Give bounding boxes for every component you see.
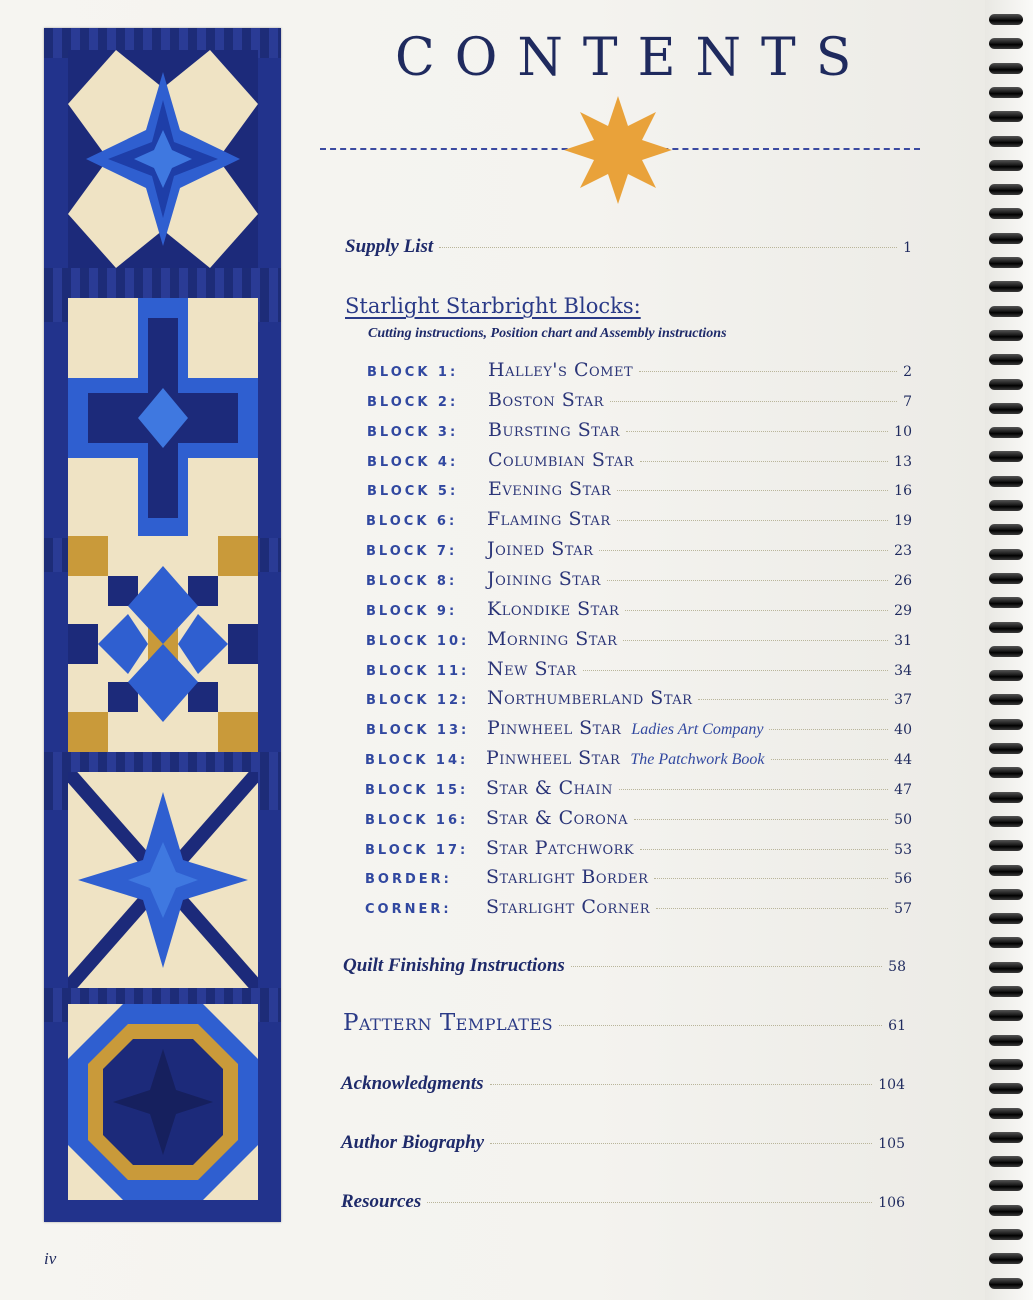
spiral-coil [989, 111, 1023, 122]
quilt-photo [44, 28, 281, 1222]
toc-entry-page: 106 [878, 1195, 905, 1211]
spiral-coil [989, 573, 1023, 584]
dot-leader [427, 1202, 872, 1203]
block-name: Pinwheel Star [487, 717, 622, 740]
dot-leader [617, 490, 888, 491]
quilt-block-star [68, 50, 258, 268]
block-name: Bursting Star [488, 418, 620, 441]
block-label: BLOCK 11: [366, 663, 470, 679]
spiral-coil [989, 937, 1023, 948]
block-name: Pinwheel Star [486, 747, 621, 770]
block-label: BORDER: [365, 872, 452, 888]
toc-entry-label: Resources [341, 1191, 422, 1212]
toc-entry-block[interactable] [366, 658, 912, 680]
spiral-coil [989, 694, 1023, 705]
spiral-coil [989, 160, 1023, 171]
toc-entry-label: Supply List [345, 236, 434, 257]
spiral-coil [989, 865, 1023, 876]
toc-entry-resources[interactable] [341, 1191, 905, 1213]
dot-leader [490, 1084, 873, 1085]
toc-entry-page: 10 [894, 423, 912, 440]
spiral-coil [989, 14, 1023, 25]
spiral-coil [989, 87, 1023, 98]
spiral-coil [989, 208, 1023, 219]
spiral-coil [989, 767, 1023, 778]
block-name: Klondike Star [487, 597, 620, 620]
toc-entry-page: 47 [894, 781, 912, 798]
spiral-coil [989, 792, 1023, 803]
toc-entry-block[interactable] [366, 568, 912, 590]
toc-entry-label: Pattern Templates [343, 1010, 554, 1036]
spiral-coil [989, 257, 1023, 268]
eight-point-star-icon [564, 96, 672, 204]
toc-entry-page: 105 [878, 1136, 905, 1152]
block-label: BLOCK 2: [367, 394, 459, 410]
block-name: New Star [487, 657, 577, 680]
toc-entry-pattern-templates[interactable] [343, 1010, 906, 1036]
block-label: BLOCK 6: [366, 514, 458, 530]
toc-entry-quilt-finishing[interactable] [343, 955, 906, 977]
block-label: BLOCK 8: [366, 573, 458, 589]
toc-entry-page: 29 [894, 602, 912, 619]
block-name: Starlight Border [486, 866, 649, 889]
spiral-coil [989, 1059, 1023, 1070]
dot-leader [610, 401, 897, 402]
spiral-coil [989, 913, 1023, 924]
spiral-coil [989, 719, 1023, 730]
spiral-coil [989, 1083, 1023, 1094]
spiral-coil [989, 646, 1023, 657]
block-name: Star & Corona [486, 806, 629, 829]
block-name: Halley's Comet [488, 359, 634, 381]
dot-leader [623, 640, 888, 641]
toc-entry-page: 58 [888, 959, 906, 975]
spiral-coil [989, 962, 1023, 973]
page-number: iv [44, 1249, 57, 1268]
block-name: Star & Chain [486, 776, 613, 799]
spiral-coil [989, 816, 1023, 827]
block-label: BLOCK 17: [365, 842, 469, 858]
spiral-coil [989, 622, 1023, 633]
toc-entry-block[interactable] [367, 449, 912, 471]
dot-leader [439, 247, 897, 248]
spiral-coil [989, 1010, 1023, 1021]
block-name: Joining Star [487, 567, 601, 590]
spiral-coil [989, 38, 1023, 49]
quilt-block-klondike [68, 536, 258, 752]
spiral-coil [989, 1205, 1023, 1216]
spiral-coil [989, 1253, 1023, 1264]
spiral-coil [989, 306, 1023, 317]
spiral-coil [989, 743, 1023, 754]
block-label: CORNER: [365, 902, 452, 918]
spiral-coil [989, 63, 1023, 74]
block-name: Star Patchwork [486, 836, 635, 859]
toc-entry-block[interactable] [366, 687, 912, 709]
dot-leader [607, 580, 888, 581]
spiral-coil [989, 476, 1023, 487]
toc-entry-author-biography[interactable] [341, 1132, 905, 1154]
dot-leader [640, 461, 888, 462]
block-name: Evening Star [488, 478, 612, 501]
toc-entry-page: 31 [894, 632, 912, 649]
toc-entry-block[interactable] [366, 598, 912, 620]
spiral-coil [989, 1035, 1023, 1046]
block-name: Starlight Corner [486, 896, 650, 919]
block-name: Joined Star [487, 538, 594, 561]
block-name: Boston Star [488, 388, 604, 411]
dot-leader [619, 789, 888, 790]
spiral-coil [989, 281, 1023, 292]
toc-entry-page: 19 [894, 513, 912, 530]
spiral-coil [989, 597, 1023, 608]
quilt-block-chain [68, 772, 258, 988]
toc-entry-block[interactable] [365, 866, 912, 888]
block-label: BLOCK 14: [365, 753, 469, 769]
block-name: Flaming Star [487, 508, 611, 531]
toc-entry-block[interactable] [366, 717, 912, 739]
spiral-coil [989, 500, 1023, 511]
spiral-coil [989, 427, 1023, 438]
toc-entry-acknowledgments[interactable] [341, 1073, 905, 1095]
dot-leader [771, 759, 889, 760]
toc-entry-page: 56 [894, 871, 912, 888]
dot-leader [559, 1025, 882, 1026]
toc-entry-block[interactable] [365, 747, 912, 769]
toc-entry-page: 23 [894, 543, 912, 560]
toc-entry-page: 104 [878, 1077, 905, 1093]
block-label: BLOCK 12: [366, 693, 470, 709]
toc-entry-block[interactable] [365, 807, 912, 829]
toc-entry-block[interactable] [367, 419, 912, 441]
spiral-coil [989, 184, 1023, 195]
block-label: BLOCK 16: [365, 812, 469, 828]
section-heading: Starlight Starbright Blocks: [345, 294, 641, 318]
toc-entry-page: 50 [894, 811, 912, 828]
dot-leader [634, 819, 888, 820]
toc-entry-page: 34 [894, 662, 912, 679]
dot-leader [654, 878, 888, 879]
block-label: BLOCK 13: [366, 723, 470, 739]
spiral-coil [989, 1229, 1023, 1240]
block-label: BLOCK 7: [366, 544, 458, 560]
toc-entry-page: 40 [894, 722, 912, 739]
toc-entry-page: 2 [903, 364, 912, 380]
toc-entry-block[interactable] [365, 896, 912, 918]
spiral-coil [989, 889, 1023, 900]
spiral-coil [989, 840, 1023, 851]
toc-entry-page: 44 [894, 752, 912, 769]
dot-leader [599, 550, 888, 551]
page-title: CONTENTS [395, 28, 872, 88]
block-label: BLOCK 9: [366, 603, 458, 619]
block-name: Northumberland Star [487, 687, 693, 710]
spiral-coil [989, 1180, 1023, 1191]
dot-leader [490, 1143, 872, 1144]
spiral-coil [989, 451, 1023, 462]
section-subheading: Cutting instructions, Position chart and Assembly instructions [368, 326, 727, 341]
spiral-binding [985, 0, 1033, 1300]
spiral-coil [989, 379, 1023, 390]
toc-entry-label: Acknowledgments [341, 1073, 484, 1094]
spiral-coil [989, 1278, 1023, 1289]
quilt-block-feathered [68, 298, 258, 538]
block-label: BLOCK 1: [367, 365, 459, 380]
toc-entry-block[interactable] [365, 777, 912, 799]
block-label: BLOCK 3: [367, 424, 459, 440]
spiral-coil [989, 136, 1023, 147]
toc-entry-block[interactable] [367, 389, 912, 411]
dot-leader [656, 908, 888, 909]
spiral-coil [989, 233, 1023, 244]
toc-entry-label: Author Biography [341, 1132, 485, 1153]
block-label: BLOCK 10: [366, 633, 470, 649]
dot-leader [639, 371, 897, 372]
toc-entry-block[interactable] [367, 478, 912, 500]
block-label: BLOCK 4: [367, 454, 459, 470]
toc-entry-block[interactable] [366, 508, 912, 530]
toc-entry-label: Quilt Finishing Instructions [343, 955, 565, 976]
toc-entry-block[interactable] [366, 628, 912, 650]
spiral-coil [989, 1108, 1023, 1119]
toc-entry-page: 37 [894, 692, 912, 709]
dot-leader [626, 431, 888, 432]
spiral-coil [989, 1132, 1023, 1143]
spiral-coil [989, 354, 1023, 365]
spiral-coil [989, 524, 1023, 535]
dot-leader [571, 966, 882, 967]
toc-entry-page: 16 [894, 483, 912, 500]
toc-entry-page: 7 [903, 393, 912, 410]
block-name: Columbian Star [488, 448, 635, 471]
toc-entry-block[interactable] [365, 837, 912, 859]
block-label: BLOCK 5: [367, 484, 459, 500]
spiral-coil [989, 670, 1023, 681]
spiral-coil [989, 330, 1023, 341]
block-label: BLOCK 15: [365, 782, 469, 798]
spiral-coil [989, 403, 1023, 414]
dot-leader [583, 670, 889, 671]
spiral-coil [989, 549, 1023, 560]
quilt-block-corona [68, 1004, 258, 1200]
toc-entry-page: 26 [894, 572, 912, 589]
toc-entry-page: 53 [894, 841, 912, 858]
toc-entry-block[interactable] [366, 538, 912, 560]
block-source-note: Ladies Art Company [631, 721, 764, 739]
toc-entry-block[interactable] [367, 359, 912, 381]
spiral-coil [989, 986, 1023, 997]
dot-leader [617, 520, 889, 521]
spiral-coil [989, 1156, 1023, 1167]
block-source-note: The Patchwork Book [630, 751, 765, 769]
toc-entry-supply-list[interactable] [345, 236, 912, 258]
dot-leader [625, 610, 888, 611]
toc-entry-page: 61 [888, 1018, 906, 1034]
dot-leader [698, 699, 888, 700]
toc-entry-page: 13 [894, 453, 912, 470]
dot-leader [640, 849, 888, 850]
block-name: Morning Star [487, 627, 618, 650]
dot-leader [769, 729, 888, 730]
toc-entry-page: 1 [903, 240, 912, 256]
toc-entry-page: 57 [894, 901, 912, 918]
